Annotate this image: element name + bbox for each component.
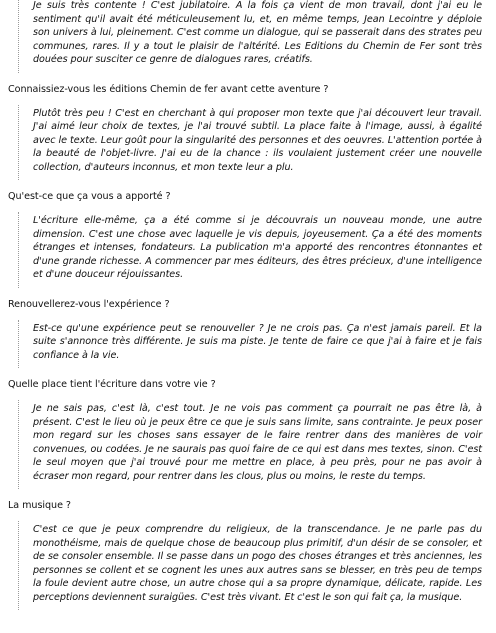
question-2: Qu'est-ce que ça vous a apporté ? xyxy=(8,191,171,202)
answer-4-text: Je ne sais pas, c'est là, c'est tout. Je ne vois pas comment ça pourrait ne pas être là, à présent. C'est le lieu où je peux être ce que je suis sans limite, sans contrainte. Je peux poser mon regard sur les choses sans essayer de le faire rentrer dans des manières de voir convenues, ou codées. Je ne saurais pas quoi faire de ce qui est dans mes textes, sinon. C'est le seul moyen que j'ai trouvé pour me mettre en place, à peu près, pour ne pas avoir à écraser mon regard, pour rentrer dans les clous, plus ou moins, le reste du temps. xyxy=(33,403,482,482)
answer-1-text: Plutôt très peu ! C'est en cherchant à qui proposer mon texte que j'ai découvert leur travail. J'ai aimé leur choix de textes, je l'ai trouvé subtil. La place faite à l'image, aussi, à égalité avec le texte. Leur goût pour la singularité des personnes et des oeuvres. L'attention portée à la beauté de l'objet-livre. J'ai eu de la chance : ils voulaient justement créer une nouvelle collection, d'auteurs inconnus, et mon texte leur a plu. xyxy=(33,107,482,173)
answer-3-text: Est-ce qu'une expérience peut se renouveller ? Je ne crois pas. Ça n'est jamais pareil. Et la suite s'annonce très différente. Je suis ma piste. Je tente de faire ce que j'ai à faire et je fais confiance à la vie. xyxy=(33,322,482,361)
question-3: Renouvellerez-vous l'expérience ? xyxy=(8,298,170,310)
answer-3 xyxy=(18,320,482,369)
question-5: La musique ? xyxy=(8,500,71,511)
answer-2-text: L'écriture elle-même, ça a été comme si je découvrais un nouveau monde, une autre dimension. C'est une chose avec laquelle je vis depuis, joyeusement. Ça a été des moments étranges et intenses, fondateurs. La publication m'a apporté des rencontres étonnantes et d'une grande richesse. A commencer par mes éditeurs, des êtres précieux, d'une intelligence et d'une douceur réjouissantes. xyxy=(33,215,482,280)
answer-1 xyxy=(18,105,482,181)
answer-2 xyxy=(18,212,482,288)
intro-answer-text: Je suis très contente ! C'est jubilatoire. A la fois ça vient de mon travail, dont j'ai eu le sentiment qu'il avait été méticuleusement lu, et, en même temps, Jean Lecointre y déploie son univers à lui, pleinement. C'est comme un dialogue, qui se passerait dans des strates peu communes, rares. Il y a tout le plaisir de l'altérité. Les Editions du Chemin de Fer sont très douées pour susciter ce genre de dialogues rares, créatifs. xyxy=(33,0,482,65)
answer-4 xyxy=(18,400,482,489)
question-1: Connaissiez-vous les éditions Chemin de fer avant cette aventure ? xyxy=(8,83,329,95)
intro-answer xyxy=(18,0,482,73)
answer-5 xyxy=(18,521,482,610)
answer-5-text: C'est ce que je peux comprendre du religieux, de la transcendance. Je ne parle pas du monothéisme, mais de quelque chose de beaucoup plus primitif, d'un désir de se consoler, et de se consoler ensemble. Il se passe dans un pogo des choses étranges et très anciennes, les personnes se collent et se cognent les unes aux autres sans se blesser, en très peu de temps la foule devient autre chose, un autre chose qui a sa propre dynamique, délicate, rapide. Les perceptions deviennent suraigües. C'est très vivant. Et c'est le son qui fait ça, la musique. xyxy=(33,524,482,603)
question-4: Quelle place tient l'écriture dans votre vie ? xyxy=(8,379,216,390)
